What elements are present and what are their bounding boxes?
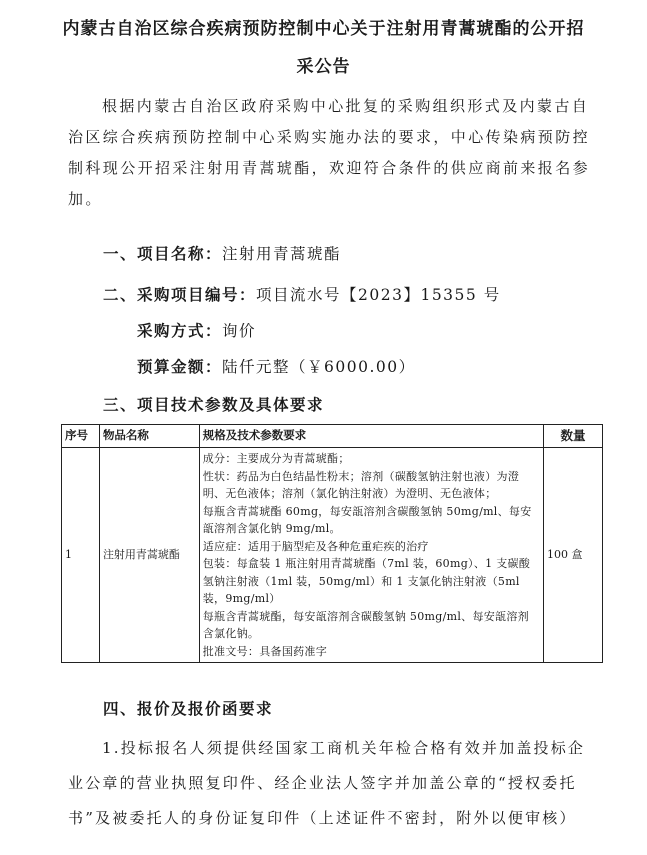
header-quantity: 数量 [544,425,603,448]
cell-no: 1 [62,448,100,663]
cell-quantity: 100 盒 [544,448,603,663]
table-row [62,448,603,663]
cell-item-name: 注射用青蒿琥酯 [99,448,199,663]
section-project-number [103,283,501,305]
header-item-name: 物品名称 [99,425,199,448]
section-tech-params-heading: 三、项目技术参数及具体要求 [103,396,325,414]
spec-table [61,424,603,663]
document-title-line2: 采公告 [296,57,351,77]
procurement-method-label: 采购方式： [137,322,223,340]
procurement-method [137,319,256,341]
budget-amount [137,355,416,377]
budget-amount-value: 陆仟元整（￥6000.00） [222,358,416,376]
budget-amount-label: 预算金额： [137,358,223,376]
intro-paragraph: 根据内蒙古自治区政府采购中心批复的采购组织形式及内蒙古自治区综合疾病预防控制中心采购实施办法的要求，中心传染病预防控制科现公开招采注射用青蒿琥酯，欢迎符合条件的供应商前来报名参加。 [68,97,591,208]
section-project-number-value: 项目流水号【2023】15355 号 [256,286,501,304]
spec-line: 性状：药品为白色结晶性粉末；溶剂（碳酸氢钠注射也液）为澄明、无色液体；溶剂（氯化钠注射液）为澄明、无色液体； [202,469,520,500]
header-no: 序号 [62,425,100,448]
spec-line: 每瓶含青蒿琥酯 60mg，每安瓿溶剂含碳酸氢钠 50mg/ml、每安瓿溶剂含氯化钠 9mg/ml。 [202,504,532,535]
section-project-number-label: 二、采购项目编号： [103,286,257,304]
spec-line: 每瓶含青蒿琥酯，每安瓿溶剂含碳酸氢钠 50mg/ml、每安瓿溶剂含氯化钠。 [202,609,529,640]
spec-table-header-row [62,425,603,448]
section-project-name [103,242,341,264]
spec-line: 批准文号：具备国药准字 [202,644,328,658]
header-spec: 规格及技术参数要求 [199,425,543,448]
document-title-line1: 内蒙古自治区综合疾病预防控制中心关于注射用青蒿琥酯的公开招 [62,19,585,39]
section-quote-heading: 四、报价及报价函要求 [103,700,274,718]
cell-spec [199,448,543,663]
spec-line: 成分：主要成分为青蒿琥酯； [202,452,350,465]
spec-line: 包装：每盒装 1 瓶注射用青蒿琥酯（7ml 装，60mg）、1 支碳酸氢钠注射液（1ml 装，50mg/ml）和 1 支氯化钠注射液（5ml 装，9mg/ml） [202,557,531,605]
section-project-name-label: 一、项目名称： [103,245,223,263]
spec-line: 适应症：适用于脑型疟及各种危重疟疾的治疗 [202,539,429,553]
section-project-name-value: 注射用青蒿琥酯 [222,245,342,263]
procurement-method-value: 询价 [222,322,257,340]
quote-requirement-item1: 1.投标报名人须提供经国家工商机关年检合格有效并加盖投标企业公章的营业执照复印件、经企业法人签字并加盖公章的“授权委托书”及被委托人的身份证复印件（上述证件不密封，附外以便审核） [68,739,586,827]
